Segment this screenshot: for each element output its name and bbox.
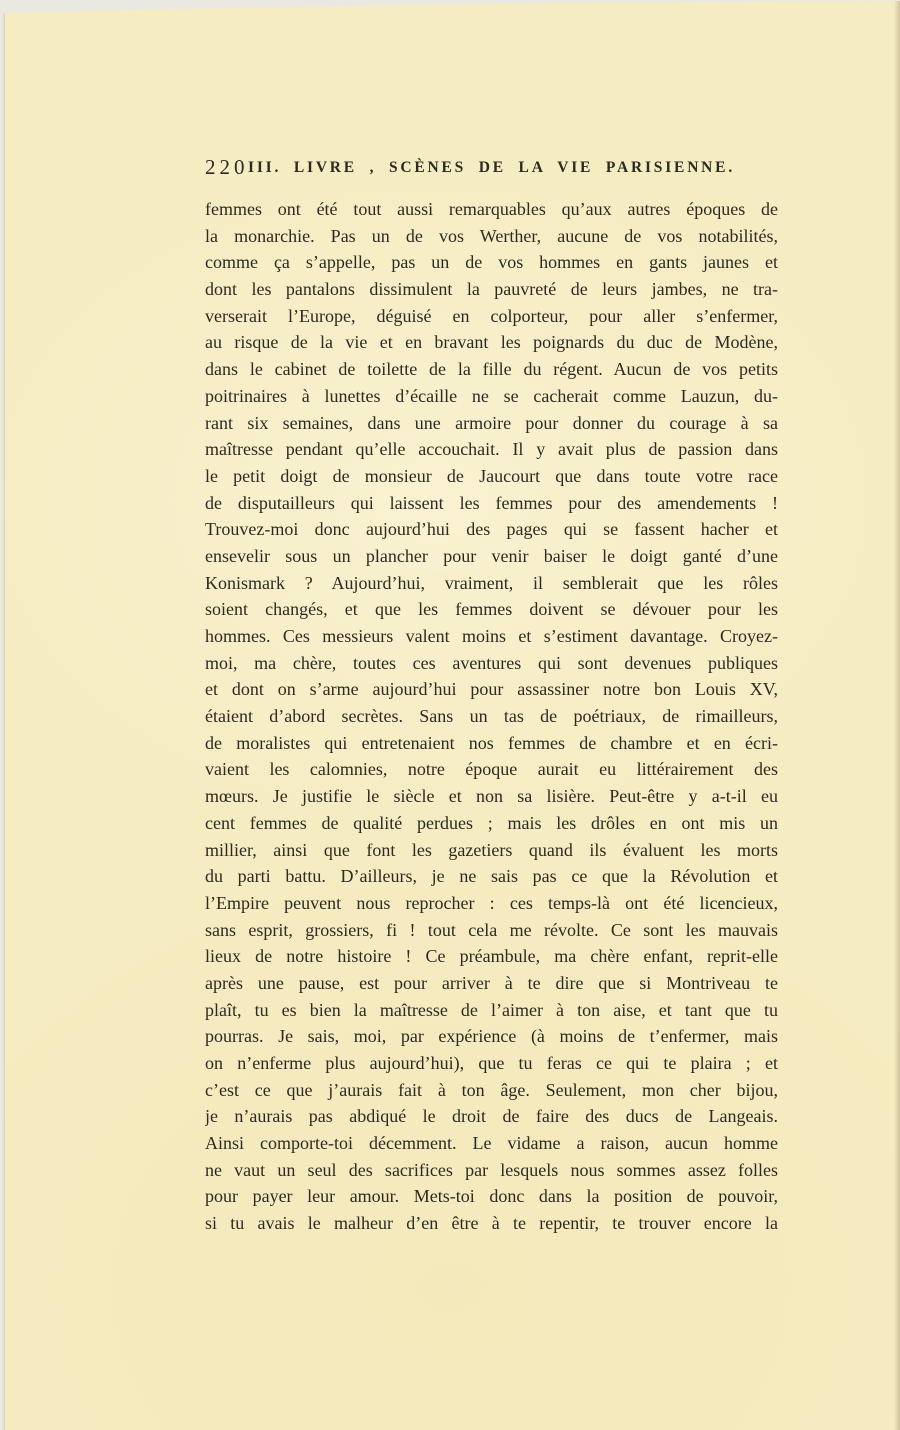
text-line: c’est ce que j’aurais fait à ton âge. Seulement, mon cher bijou, bbox=[205, 1079, 778, 1100]
text-line: l’Empire peuvent nous reprocher : ces temps-là ont été licencieux, bbox=[205, 892, 778, 913]
text-line: lieux de notre histoire ! Ce préambule, ma chère enfant, reprit-elle bbox=[205, 946, 778, 967]
text-line: cent femmes de qualité perdues ; mais les drôles en ont mis un bbox=[205, 812, 778, 833]
running-title: III. LIVRE , SCÈNES DE LA VIE PARISIENNE. bbox=[248, 159, 735, 176]
text-line: verserait l’Europe, déguisé en colporteur, pour aller s’enfermer, bbox=[205, 305, 778, 326]
text-line: je n’aurais pas abdiqué le droit de faire des ducs de Langeais. bbox=[205, 1106, 778, 1127]
text-line: Ainsi comporte-toi décemment. Le vidame a raison, aucun homme bbox=[205, 1133, 778, 1154]
text-line: plaît, tu es bien la maîtresse de l’aimer à ton aise, et tant que tu bbox=[205, 999, 778, 1020]
body-text bbox=[205, 196, 778, 1237]
text-line: vaient les calomnies, notre époque aurait eu littérairement des bbox=[205, 759, 778, 780]
text-line: rant six semaines, dans une armoire pour donner du courage à sa bbox=[205, 412, 778, 433]
text-line: femmes ont été tout aussi remarquables qu’aux autres époques de bbox=[205, 199, 778, 219]
text-line: du parti battu. D’ailleurs, je ne sais pas ce que la Révolution et bbox=[205, 866, 778, 887]
text-line: étaient d’abord secrètes. Sans un tas de poétriaux, de rimailleurs, bbox=[205, 706, 778, 727]
text-line: et dont on s’arme aujourd’hui pour assassiner notre bon Louis XV, bbox=[205, 679, 778, 700]
text-line: au risque de la vie et en bravant les poignards du duc de Modène, bbox=[205, 332, 778, 353]
text-line: poitrinaires à lunettes d’écaille ne se cacherait comme Lauzun, du- bbox=[205, 385, 778, 406]
paper-edge-top bbox=[0, 0, 900, 13]
text-line: de disputailleurs qui laissent les femmes pour des amendements ! bbox=[205, 492, 778, 513]
text-line: dont les pantalons dissimulent la pauvreté de leurs jambes, ne tra- bbox=[205, 279, 778, 300]
text-line: hommes. Ces messieurs valent moins et s’estiment davantage. Croyez- bbox=[205, 626, 778, 646]
text-line: de moralistes qui entretenaient nos femmes de chambre et en écri- bbox=[205, 732, 778, 753]
text-line: millier, ainsi que font les gazetiers quand ils évaluent les morts bbox=[205, 839, 778, 860]
text-line: ensevelir sous un plancher pour venir baiser le doigt ganté d’une bbox=[205, 545, 778, 566]
text-line: si tu avais le malheur d’en être à te repentir, te trouver encore la bbox=[205, 1213, 778, 1234]
text-line: pour payer leur amour. Mets-toi donc dans la position de pouvoir, bbox=[205, 1186, 778, 1207]
text-line: on n’enferme plus aujourd’hui), que tu feras ce qui te plaira ; et bbox=[205, 1053, 778, 1073]
text-line: dans le cabinet de toilette de la fille du régent. Aucun de vos petits bbox=[205, 359, 778, 380]
text-line: mœurs. Je justifie le siècle et non sa lisière. Peut-être y a-t-il eu bbox=[205, 786, 778, 807]
text-line: sans esprit, grossiers, fi ! tout cela me révolte. Ce sont les mauvais bbox=[205, 919, 778, 940]
text-line: moi, ma chère, toutes ces aventures qui sont devenues publiques bbox=[205, 652, 778, 673]
text-line: soient changés, et que les femmes doivent se dévouer pour les bbox=[205, 599, 778, 620]
paper-edge-left bbox=[0, 0, 5, 1430]
text-line: maîtresse pendant qu’elle accouchait. Il y avait plus de passion dans bbox=[205, 439, 778, 460]
text-line: pourras. Je sais, moi, par expérience (à moins de t’enfermer, mais bbox=[205, 1026, 778, 1047]
text-line: ne vaut un seul des sacrifices par lesquels nous sommes assez folles bbox=[205, 1159, 778, 1180]
page-number: 220 bbox=[205, 155, 249, 179]
text-line: Trouvez-moi donc aujourd’hui des pages qui se fassent hacher et bbox=[205, 519, 778, 540]
text-line: le petit doigt de monsieur de Jaucourt que dans toute votre race bbox=[205, 465, 778, 486]
text-line: la monarchie. Pas un de vos Werther, aucune de vos notabilités, bbox=[205, 225, 778, 246]
text-line: après une pause, est pour arriver à te dire que si Montriveau te bbox=[205, 972, 778, 993]
paper-edge-right bbox=[894, 0, 900, 1430]
text-line: Konismark ? Aujourd’hui, vraiment, il semblerait que les rôles bbox=[205, 572, 778, 593]
running-header bbox=[205, 155, 778, 187]
text-line: comme ça s’appelle, pas un de vos hommes en gants jaunes et bbox=[205, 252, 778, 273]
